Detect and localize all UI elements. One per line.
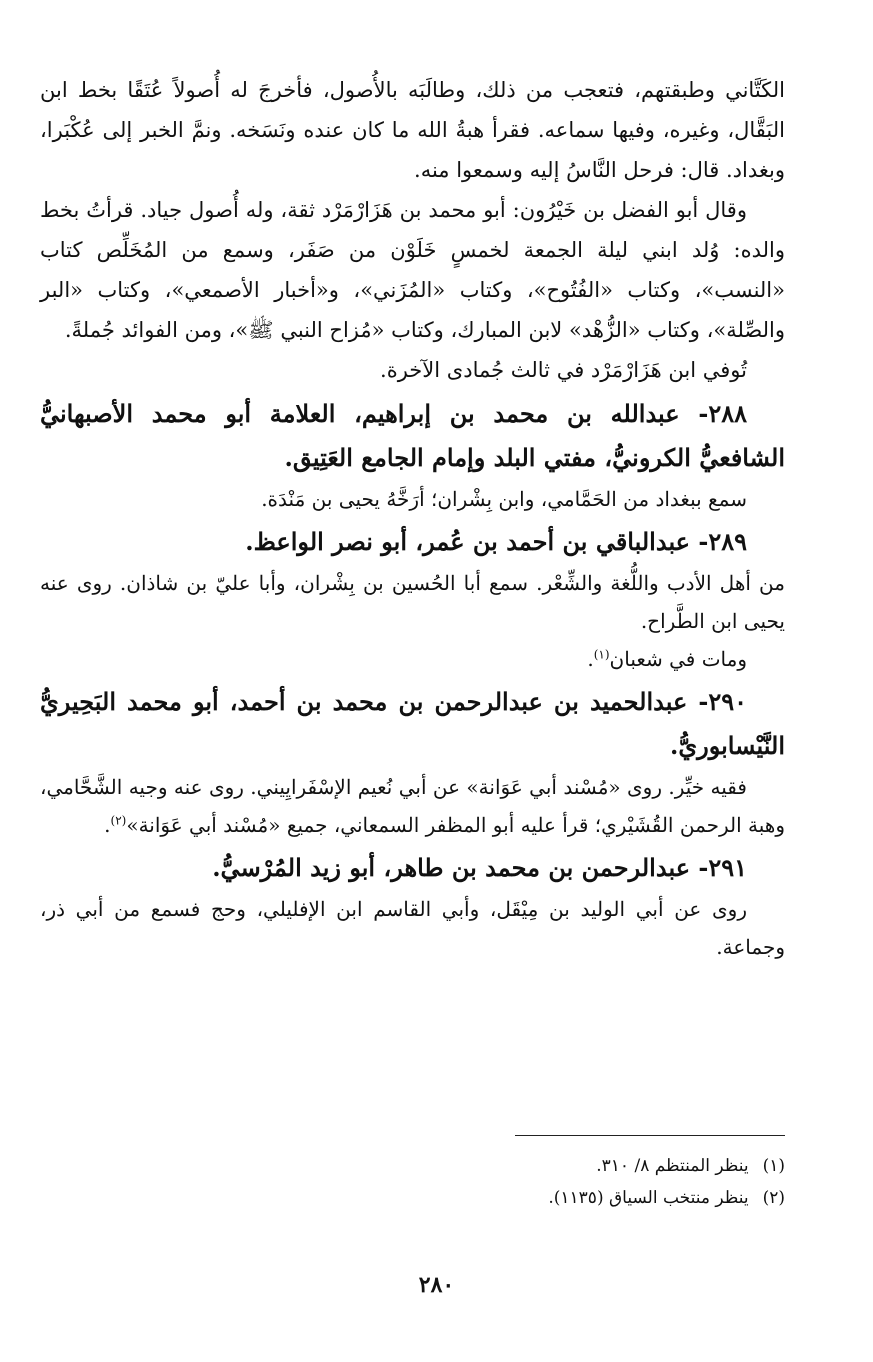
footnote-mark: (٢) <box>762 1188 785 1208</box>
sentence-end: . <box>587 647 594 671</box>
entry-text-291: روى عن أبي الوليد بن مِيْقَل، وأبي القاسم ابن الإفليلي، وحج فسمع من أبي ذر، وجماعة. <box>40 897 785 959</box>
footnote-text: ينظر منتخب السياق (١١٣٥). <box>548 1188 749 1208</box>
entry-text-288: سمع ببغداد من الحَمَّامي، وابن بِشْران؛ أرَخَّهُ يحيى بن مَنْدَة. <box>261 487 747 511</box>
death-text: ومات في شعبان <box>609 647 747 671</box>
footnotes <box>365 1150 785 1214</box>
footnote-2 <box>365 1182 785 1214</box>
paragraph: وقال أبو الفضل بن خَيْرُون: أبو محمد بن هَزَارْمَرْد ثقة، وله أُصول جياد. قرأتُ بخط والده: وُلد ابني ليلة الجمعة لخمسٍ خَلَوْن من صَفَر، وسمع من المُخَلِّص كتاب «النسب»، وكتاب «الفُتُوح»، وكتاب «المُزَني»، و«أخبار الأصمعي»، وكتاب «البر والصِّلة»، وكتاب «الزُّهْد» لابن المبارك، وكتاب «مُزاح النبي ﷺ»، ومن الفوائد جُملةً. <box>40 198 785 342</box>
entry-text-289: من أهل الأدب واللُّغة والشِّعْر. سمع أبا الحُسين بن بِشْران، وأبا عليّ بن شاذان. روى عنه يحيى ابن الطَّراح. <box>40 571 785 633</box>
entry-title-288: ٢٨٨- عبدالله بن محمد بن إبراهيم، العلامة أبو محمد الأصبهانيُّ الشافعيُّ الكرونيُّ، مفتي البلد وإمام الجامع العَتِيق. <box>40 399 785 472</box>
entry-text-289-death <box>40 640 785 678</box>
entry-title-289: ٢٨٩- عبدالباقي بن أحمد بن عُمر، أبو نصر الواعظ. <box>245 527 747 556</box>
page-body <box>40 70 785 966</box>
entry-title-291: ٢٩١- عبدالرحمن بن محمد بن طاهر، أبو زيد المُرْسيُّ. <box>212 853 747 882</box>
entry-text-290 <box>40 768 785 844</box>
entry-title-290: ٢٩٠- عبدالحميد بن عبدالرحمن بن محمد بن أحمد، أبو محمد البَحِيريُّ النَّيْسابوريُّ. <box>40 687 785 760</box>
paragraph: الكَتَّاني وطبقتهم، فتعجب من ذلك، وطالَبَه بالأُصول، فأخرجَ له أُصولاً عُتَقًا بخط ابن البَقَّال، وغيره، وفيها سماعه. فقرأ هبةُ الله ما كان عنده ونَسَخه. ونمَّ الخبر إلى عُكْبَرا، وبغداد. قال: فرحل النَّاسُ إليه وسمعوا منه. <box>40 78 785 182</box>
entry-text-290-body: فقيه خيِّر. روى «مُسْند أبي عَوَانة» عن أبي نُعيم الإسْفَرايِيني. روى عنه وجيه الشَّحَّامي، وهبة الرحمن القُشَيْري؛ قرأ عليه أبو المظفر السمعاني، جميع «مُسْند أبي عَوَانة» <box>40 775 785 837</box>
footnote-mark: (١) <box>762 1156 785 1176</box>
footnote-divider <box>515 1135 785 1136</box>
sentence-end: . <box>104 813 111 837</box>
paragraph: تُوفي ابن هَزَارْمَرْد في ثالث جُمادى الآخرة. <box>380 358 747 382</box>
footnote-ref-1[interactable]: (١) <box>593 647 610 662</box>
footnote-text: ينظر المنتظم ٨/ ٣١٠. <box>596 1156 749 1176</box>
page-number: ٢٨٠ <box>418 1272 455 1298</box>
footnote-1 <box>365 1150 785 1182</box>
footnote-ref-2[interactable]: (٢) <box>110 813 127 828</box>
